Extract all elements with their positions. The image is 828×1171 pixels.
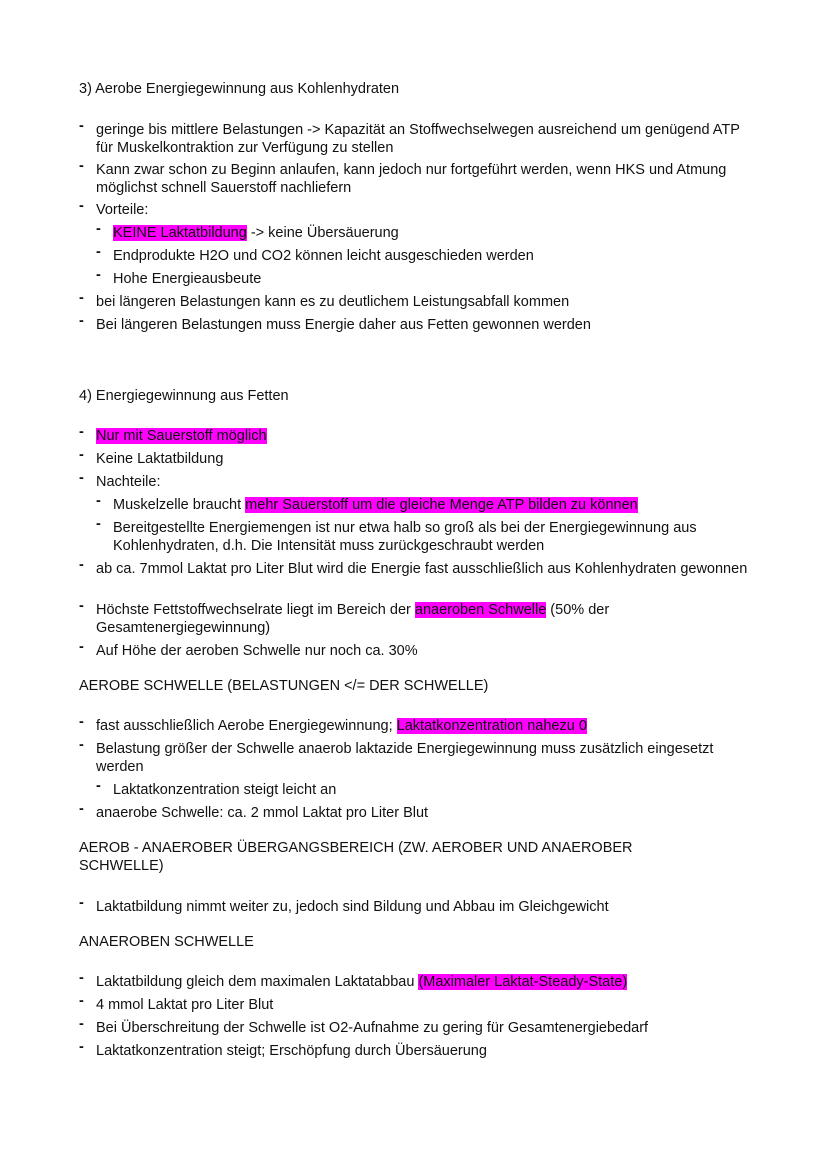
list-item: - Nachteile: xyxy=(79,470,161,490)
list-item: - Höchste Fettstoffwechselrate liegt im Bereich der anaeroben Schwelle (50% der Gesamtenergiegewinnung) xyxy=(79,598,610,636)
list-item: - Vorteile: xyxy=(79,198,149,218)
list-item: - fast ausschließlich Aerobe Energiegewinnung; Laktatkonzentration nahezu 0 xyxy=(79,714,587,734)
dash-bullet: - xyxy=(79,714,84,730)
dash-bullet: - xyxy=(79,424,84,440)
dash-bullet: - xyxy=(79,1039,84,1055)
dash-bullet: - xyxy=(79,970,84,986)
sub-list-item: - Bereitgestellte Energiemengen ist nur etwa halb so groß als bei der Energiegewinnung aus Kohlenhydraten, d.h. Die Intensität muss zurückgeschraubt werden xyxy=(96,516,697,554)
dash-bullet: - xyxy=(79,895,84,911)
dash-bullet: - xyxy=(96,221,101,237)
dash-bullet: - xyxy=(79,737,84,753)
sub-list-item: - Hohe Energieausbeute xyxy=(96,267,262,287)
list-item: - Laktatkonzentration steigt; Erschöpfung durch Übersäuerung xyxy=(79,1039,487,1059)
dash-bullet: - xyxy=(79,557,84,573)
highlighted-text: KEINE Laktatbildung xyxy=(113,225,247,241)
sub-list-item: - Laktatkonzentration steigt leicht an xyxy=(96,778,337,798)
list-item: - Laktatbildung gleich dem maximalen Laktatabbau (Maximaler Laktat-Steady-State) xyxy=(79,970,628,990)
dash-bullet: - xyxy=(79,639,84,655)
dash-bullet: - xyxy=(79,1016,84,1032)
aerobe-schwelle-heading: AEROBE SCHWELLE (BELASTUNGEN </= DER SCHWELLE) xyxy=(79,678,489,694)
dash-bullet: - xyxy=(79,313,84,329)
highlighted-text: anaeroben Schwelle xyxy=(414,602,547,618)
dash-bullet: - xyxy=(96,493,101,509)
dash-bullet: - xyxy=(96,267,101,283)
highlighted-text: mehr Sauerstoff um die gleiche Menge ATP bilden zu können xyxy=(245,497,638,513)
list-item: - anaerobe Schwelle: ca. 2 mmol Laktat pro Liter Blut xyxy=(79,801,429,821)
section-3-heading: 3) Aerobe Energiegewinnung aus Kohlenhydraten xyxy=(79,81,400,97)
highlighted-text: Laktatkonzentration nahezu 0 xyxy=(396,718,587,734)
list-item: - Keine Laktatbildung xyxy=(79,447,224,467)
list-item xyxy=(79,424,759,445)
highlighted-text: Nur mit Sauerstoff möglich xyxy=(96,428,267,444)
list-item: - Belastung größer der Schwelle anaerob laktazide Energiegewinnung muss zusätzlich eingesetzt werden xyxy=(79,737,714,775)
dash-bullet: - xyxy=(79,470,84,486)
dash-bullet: - xyxy=(79,118,84,134)
dash-bullet: - xyxy=(79,198,84,214)
section-4-heading: 4) Energiegewinnung aus Fetten xyxy=(79,388,289,404)
dash-bullet: - xyxy=(79,598,84,614)
highlighted-text: (Maximaler Laktat-Steady-State) xyxy=(418,974,628,990)
dash-bullet: - xyxy=(79,290,84,306)
dash-bullet: - xyxy=(79,447,84,463)
dash-bullet: - xyxy=(79,158,84,174)
list-item: - geringe bis mittlere Belastungen -> Kapazität an Stoffwechselwegen ausreichend um genügend ATP für Muskelkontraktion zur Verfügung zu stellen xyxy=(79,118,740,156)
sub-list-item: - Endprodukte H2O und CO2 können leicht ausgeschieden werden xyxy=(96,244,534,264)
dash-bullet: - xyxy=(96,244,101,260)
list-item: - Bei Überschreitung der Schwelle ist O2-Aufnahme zu gering für Gesamtenergiebedarf xyxy=(79,1016,649,1036)
dash-bullet: - xyxy=(96,778,101,794)
anaeroben-schwelle-heading: ANAEROBEN SCHWELLE xyxy=(79,934,254,950)
list-item: - ab ca. 7mmol Laktat pro Liter Blut wird die Energie fast ausschließlich aus Kohlenhydraten gewonnen xyxy=(79,557,748,577)
list-item: - 4 mmol Laktat pro Liter Blut xyxy=(79,993,274,1013)
list-item: - Laktatbildung nimmt weiter zu, jedoch sind Bildung und Abbau im Gleichgewicht xyxy=(79,895,609,915)
dash-bullet: - xyxy=(79,993,84,1009)
list-item: - Bei längeren Belastungen muss Energie daher aus Fetten gewonnen werden xyxy=(79,313,591,333)
dash-bullet: - xyxy=(96,516,101,532)
dash-bullet: - xyxy=(79,801,84,817)
list-item: - Kann zwar schon zu Beginn anlaufen, kann jedoch nur fortgeführt werden, wenn HKS und Atmung möglichst schnell Sauerstoff nachliefern xyxy=(79,158,727,196)
list-item: - bei längeren Belastungen kann es zu deutlichem Leistungsabfall kommen xyxy=(79,290,570,310)
sub-list-item: - Muskelzelle braucht mehr Sauerstoff um die gleiche Menge ATP bilden zu können xyxy=(96,493,638,513)
uebergangsbereich-heading: AEROB - ANAEROBER ÜBERGANGSBEREICH (ZW. AEROBER UND ANAEROBER SCHWELLE) xyxy=(79,840,633,874)
sub-list-item: - KEINE Laktatbildung -> keine Übersäuerung xyxy=(96,221,399,241)
list-item: - Auf Höhe der aeroben Schwelle nur noch ca. 30% xyxy=(79,639,418,659)
